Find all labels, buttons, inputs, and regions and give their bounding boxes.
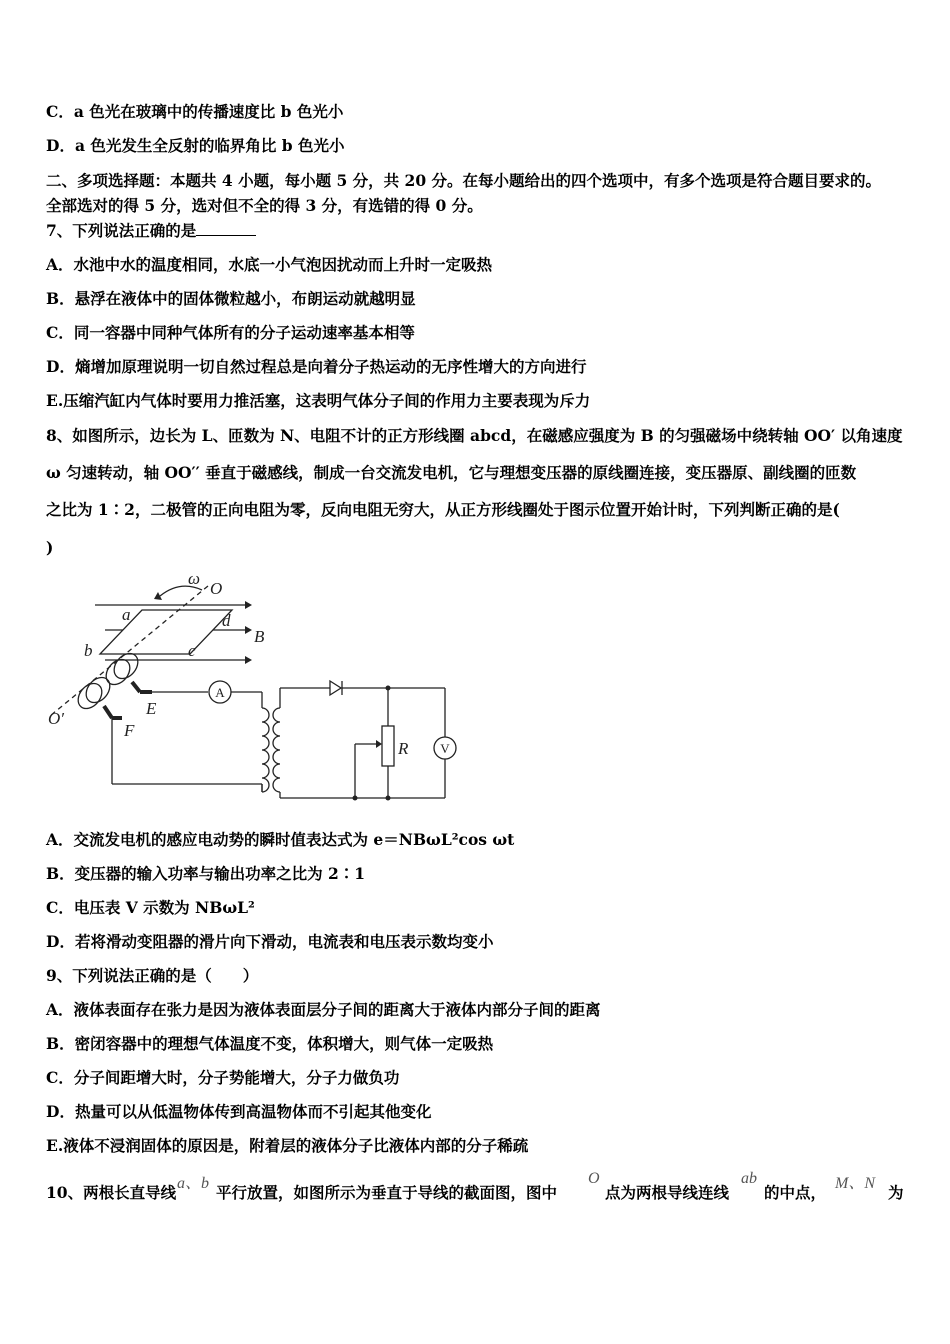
question-9-option-c: C．分子间距增大时，分子势能增大，分子力做负功 [46,1068,400,1087]
formula-o: O [588,1170,600,1187]
question-10-part4: 的中点， [764,1183,827,1202]
formula-a-b: a、b [177,1175,210,1192]
question-7-stem: 7、下列说法正确的是 [46,221,256,241]
label-o-prime: O′ [48,709,64,728]
question-7-option-c: C．同一容器中同种气体所有的分子运动速率基本相等 [46,323,415,342]
question-7-option-b: B．悬浮在液体中的固体微粒越小，布朗运动就越明显 [46,289,416,308]
question-9-option-b: B．密闭容器中的理想气体温度不变，体积增大，则气体一定吸热 [46,1034,494,1053]
label-b: b [84,641,93,660]
resistor-r [382,726,394,766]
question-8-stem-line2: ω 匀速转动，轴 OO′′ 垂直于磁感线，制成一台交流发电机，它与理想变压器的原线圈连接，变压器原、副线圈的匝数 [46,463,857,482]
coil-abcd [100,610,232,654]
option-d-prev: D．a 色光发生全反射的临界角比 b 色光小 [46,136,345,155]
question-8-option-a: A．交流发电机的感应电动势的瞬时值表达式为 e＝NBωL²cos ωt [46,830,515,849]
formula-ab: ab [741,1170,757,1187]
question-8-option-c: C．电压表 V 示数为 NBωL² [46,898,255,917]
question-10-part1: 10、两根长直导线 [46,1183,177,1202]
question-9-option-d: D．热量可以从低温物体传到高温物体而不引起其他变化 [46,1102,432,1121]
primary-coil [262,708,269,792]
slider-arrow [376,740,382,748]
field-arrow-3 [245,656,252,664]
question-7-option-e: E.压缩汽缸内气体时要用力推活塞，这表明气体分子间的作用力主要表现为斥力 [46,391,591,410]
question-9-stem: 9、下列说法正确的是（ ） [46,966,259,985]
generator-transformer-circuit-figure [40,568,480,808]
question-7-option-d: D．熵增加原理说明一切自然过程总是向着分子热运动的无序性增大的方向进行 [46,357,587,376]
question-10-part2: 平行放置，如图所示为垂直于导线的截面图，图中 [216,1183,558,1202]
question-8-stem-line3: 之比为 1∶2，二极管的正向电阻为零，反向电阻无穷大，从正方形线圈处于图示位置开始计时，下列判断正确的是( [46,500,840,519]
question-8-option-b: B．变压器的输入功率与输出功率之比为 2∶1 [46,864,366,883]
label-c: c [188,641,196,660]
answer-blank [196,221,256,236]
question-9-option-a: A．液体表面存在张力是因为液体表面层分子间的距离大于液体内部分子间的距离 [46,1000,601,1019]
section-heading: 二、多项选择题：本题共 4 小题，每小题 5 分，共 20 分。在每小题给出的四个选项中，有多个选项是符合题目要求的。 [46,171,882,190]
label-o: O [210,579,223,598]
question-8-stem-line1: 8、如图所示，边长为 L、匝数为 N、电阻不计的正方形线圈 abcd，在磁感应强度为 B 的匀强磁场中绕转轴 OO′ 以角速度 [46,426,903,445]
label-d: d [222,611,231,630]
section-instructions: 全部选对的得 5 分，选对但不全的得 3 分，有选错的得 0 分。 [46,196,483,215]
question-8-stem-line4: ) [46,538,54,557]
formula-m-n: M、N [835,1175,876,1192]
question-9-option-e: E.液体不浸润固体的原因是，附着层的液体分子比液体内部的分子稀疏 [46,1136,529,1155]
question-7-option-a: A．水池中水的温度相同，水底一小气泡因扰动而上升时一定吸热 [46,255,493,274]
brush-e [132,682,140,692]
field-arrow-1 [245,601,252,609]
ammeter-label: A [215,685,225,700]
label-f: F [124,721,135,740]
slip-ring-4 [81,673,114,707]
voltmeter-label: V [440,741,450,756]
question-10-part3: 点为两根导线连线 [605,1183,730,1202]
label-e: E [146,699,157,718]
brush-f [104,706,112,718]
field-arrow-2 [245,626,252,634]
option-7c-prev: C．a 色光在玻璃中的传播速度比 b 色光小 [46,102,344,121]
label-omega: ω [188,569,201,588]
diode [330,681,341,695]
label-r: R [398,739,409,758]
question-8-option-d: D．若将滑动变阻器的滑片向下滑动，电流表和电压表示数均变小 [46,932,494,951]
label-field-b: B [254,627,265,646]
label-a: a [122,605,131,624]
question-10-part5: 为 [888,1183,904,1202]
secondary-coil [273,708,280,792]
